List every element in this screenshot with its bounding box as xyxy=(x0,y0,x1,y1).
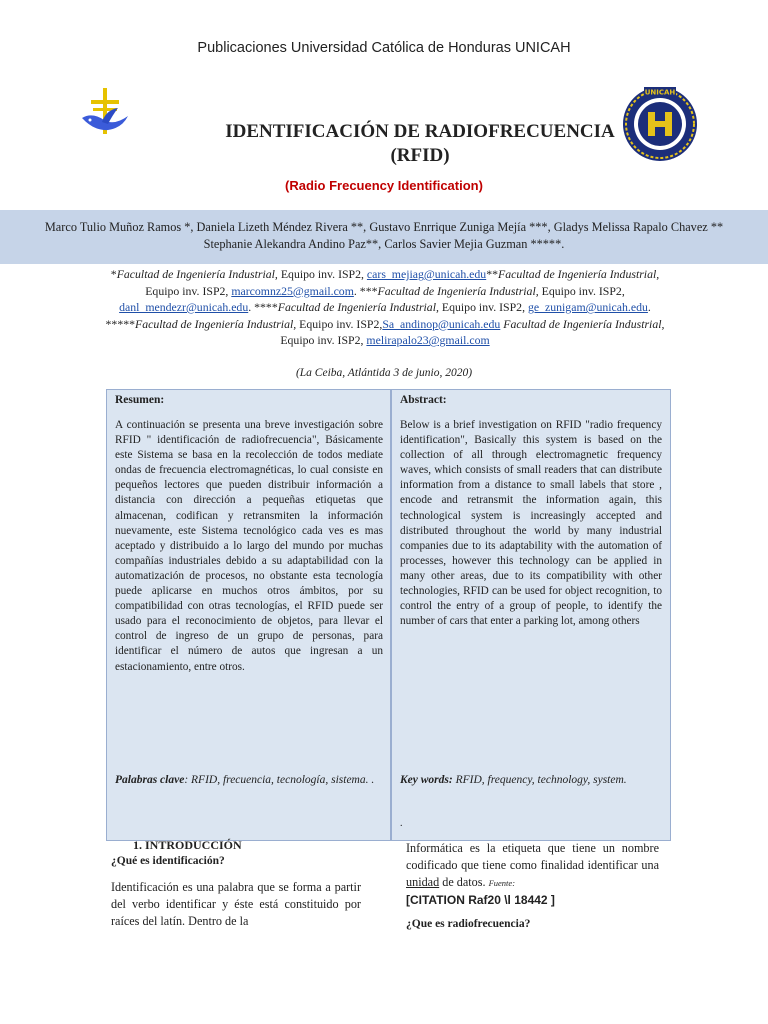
keywords-label: Key words: xyxy=(400,774,453,786)
abstract-heading: Abstract: xyxy=(400,394,447,406)
affil-team: Equipo inv. ISP2, xyxy=(280,333,367,347)
publication-date: (La Ceiba, Atlántida 3 de junio, 2020) xyxy=(295,367,473,379)
affil-marker: . ***** xyxy=(105,300,651,331)
affiliations xyxy=(100,266,670,349)
keywords-text: RFID, frequency, technology, system. xyxy=(452,774,627,786)
section-heading-introduccion: 1. INTRODUCCIÓN xyxy=(133,838,242,852)
email-link[interactable]: Sa_andinop@unicah.edu xyxy=(382,316,501,331)
abstract-body: Below is a brief investigation on RFID "radio frequency identification", Basically this system is based on the collection of all through electromagnetic frequency waves, which consists of small readers that can distribute information from a distance to small labels that store , encode and retransmit the information again, this technological system is increasingly accepted and distributed throughout the world by many industrial companies due to its adaptability with the automation of processes, however this technology can be applied in many other areas, due to its compatibility with other technologies, RFID can be used for object recognition, to control the entry of a group of people, to identify the number of cars that enter a parking lot, among others xyxy=(400,419,662,628)
paper-subtitle xyxy=(0,178,768,193)
authors-band xyxy=(0,210,768,264)
seal-text: UNICAH xyxy=(644,88,676,97)
publication-header: Publicaciones Universidad Católica de Honduras UNICAH xyxy=(197,40,571,56)
email-link[interactable]: marcomnz25@gmail.com xyxy=(231,283,354,298)
affil-faculty: Facultad de Ingeniería Industrial, xyxy=(277,300,439,314)
abstract-box xyxy=(391,389,671,841)
resumen-body: A continuación se presenta una breve investigación sobre RFID " identificación de radiofrecuencia", Básicamente este Sistema se basa en la recolección de todos mediate ondas de frecuencia electromagnéticas, lo cual consiste en pequeños lectores que pueden distribuir información a distancia con dirección a pequeñas etiquetas que almacenan, codifican y retransmiten la información nuevamente, este Sistema tecnológico cada ves es mas aceptado y distribuido a lo largo del mundo por muchas compañías industriales debido a su adaptabilidad con la automatización de procesos, no obstante esta tecnología puede aplicarse en muchos otros ámbitos, por su compatibilidad con otras tecnologías, el RFID puede ser usado para el reconocimiento de objetos, para llevar el control de ingreso de un grupo de personas, para identificar el número de autos que ingresan a un estacionamiento, entre otros. xyxy=(115,419,383,673)
intro-paragraph: Identificación es una palabra que se forma a partir del verbo identificar y éste está constituido por raíces del latín. Dentro de la xyxy=(111,880,361,928)
affil-faculty: Facultad de Ingeniería Industrial, xyxy=(498,267,660,281)
affil-marker: . *** xyxy=(353,283,378,298)
affil-team: Equipo inv. ISP2, xyxy=(438,300,528,314)
keywords-text: : RFID, frecuencia, tecnología, sistema. . xyxy=(184,774,375,786)
subheading-identificacion: ¿Qué es identificación? xyxy=(111,855,225,867)
email-link[interactable]: cars_mejiag@unicah.edu xyxy=(366,267,487,281)
title-line-1: IDENTIFICACIÓN DE RADIOFRECUENCIA xyxy=(225,121,615,142)
resumen-box xyxy=(106,389,391,841)
resumen-heading: Resumen: xyxy=(115,394,165,406)
paragraph-text: de datos. xyxy=(439,875,489,889)
authors-line-1: Marco Tulio Muñoz Ramos *, Daniela Lizeth Méndez Rivera **, Gustavo Enrrique Zuniga Mejía ***, Gladys Melissa Rapalo Chavez ** xyxy=(44,220,724,234)
affil-team: Equipo inv. ISP2, xyxy=(538,283,625,298)
paragraph-text: Informática es la etiqueta que tiene un nombre codificado que tiene como finalidad identificar una xyxy=(406,841,659,872)
affil-team: Equipo inv. ISP2, xyxy=(296,316,383,331)
fuente-label: Fuente: xyxy=(488,878,516,888)
subtitle-open: ( xyxy=(285,178,290,193)
key-words xyxy=(400,773,660,788)
subtitle-close: ) xyxy=(478,178,483,193)
affil-marker: . **** xyxy=(248,300,278,314)
trailing-dot: . xyxy=(400,818,403,829)
palabras-clave xyxy=(115,773,375,788)
affil-faculty: Facultad de Ingeniería Industrial, xyxy=(116,267,278,281)
underlined-word: unidad xyxy=(406,875,440,889)
affil-faculty: Facultad de Ingeniería Industrial, xyxy=(135,316,297,331)
citation-field: [CITATION Raf20 \l 18442 ] xyxy=(406,893,555,907)
right-column-paragraph xyxy=(406,840,659,909)
authors-line-2: Stephanie Alekandra Andino Paz**, Carlos Savier Mejia Guzman *****. xyxy=(203,237,565,251)
paper-title xyxy=(120,120,720,168)
keywords-label: Palabras clave xyxy=(115,774,185,786)
subtitle-text: Radio Frecuency Identification xyxy=(289,178,479,193)
email-link[interactable]: melirapalo23@gmail.com xyxy=(366,333,490,347)
affil-faculty: Facultad de Ingeniería Industrial, xyxy=(500,316,665,331)
affil-marker: ** xyxy=(486,267,499,281)
affil-faculty: Facultad de Ingeniería Industrial, xyxy=(377,283,539,298)
affil-team: Equipo inv. ISP2, xyxy=(145,283,232,298)
email-link[interactable]: ge_zunigam@unicah.edu xyxy=(527,300,648,314)
email-link[interactable]: danl_mendezr@unicah.edu xyxy=(119,300,249,314)
affil-team: Equipo inv. ISP2, xyxy=(277,267,367,281)
affil-marker: * xyxy=(110,267,117,281)
subheading-radiofrecuencia: ¿Que es radiofrecuencia? xyxy=(406,918,531,930)
title-line-2: (RFID) xyxy=(390,145,450,166)
